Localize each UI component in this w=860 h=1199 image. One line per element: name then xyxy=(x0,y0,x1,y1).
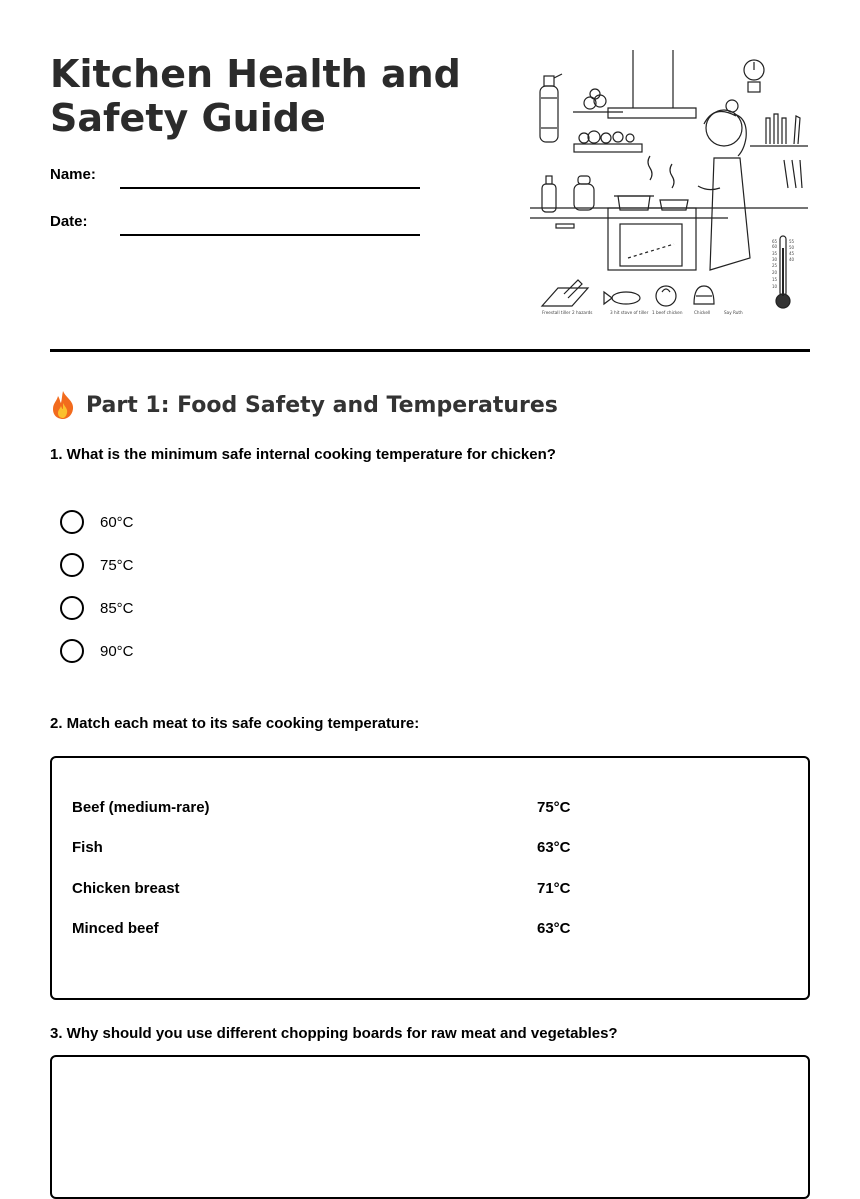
question-3: 3. Why should you use different chopping boards for raw meat and vegetables? xyxy=(50,1025,618,1042)
option-90[interactable] xyxy=(60,638,134,664)
radio-button[interactable] xyxy=(60,639,84,663)
name-label: Name: xyxy=(50,166,96,183)
thermo-tick: 35 xyxy=(772,251,778,256)
thermo-tick: 20 xyxy=(772,270,778,275)
option-label: 75°C xyxy=(100,556,134,574)
thermo-tick: 50 xyxy=(789,245,795,250)
meat-item[interactable]: Chicken breast xyxy=(72,880,180,897)
title-line-2: Safety Guide xyxy=(50,96,326,140)
illustration-caption: Freestall tiller xyxy=(542,310,571,315)
section-title xyxy=(50,388,558,422)
scale-icon xyxy=(744,60,764,92)
fire-extinguisher-icon xyxy=(540,74,562,142)
option-label: 60°C xyxy=(100,513,134,531)
temperature-item[interactable]: 75°C xyxy=(537,799,571,816)
date-label: Date: xyxy=(50,213,88,230)
radio-button[interactable] xyxy=(60,553,84,577)
thermo-tick: 45 xyxy=(789,251,795,256)
illustration-caption: Chickell xyxy=(694,310,711,315)
thermo-tick: 10 xyxy=(772,284,778,289)
temperature-item[interactable]: 71°C xyxy=(537,880,571,897)
illustration-caption: Say Ruth xyxy=(724,310,743,315)
meat-item[interactable]: Beef (medium-rare) xyxy=(72,799,210,816)
date-field[interactable] xyxy=(120,234,420,236)
cook-figure xyxy=(698,100,750,270)
section-divider xyxy=(50,349,810,352)
option-label: 90°C xyxy=(100,642,134,660)
option-75[interactable] xyxy=(60,552,134,578)
kitchen-illustration xyxy=(528,48,810,328)
question-1: 1. What is the minimum safe internal cooking temperature for chicken? xyxy=(50,446,556,463)
flame-icon xyxy=(50,390,76,420)
temperature-item[interactable]: 63°C xyxy=(537,839,571,856)
option-label: 85°C xyxy=(100,599,134,617)
thermo-tick: 65 xyxy=(772,239,778,244)
option-60[interactable] xyxy=(60,509,134,535)
illustration-caption: 2 hazards xyxy=(572,310,593,315)
thermo-tick: 25 xyxy=(772,263,778,268)
meat-item[interactable]: Minced beef xyxy=(72,920,159,937)
illustration-caption: 3 hit stove of tiller xyxy=(610,310,649,315)
option-85[interactable] xyxy=(60,595,134,621)
meat-item[interactable]: Fish xyxy=(72,839,103,856)
temperature-item[interactable]: 63°C xyxy=(537,920,571,937)
thermo-tick: 15 xyxy=(772,277,778,282)
answer-box[interactable] xyxy=(50,1055,810,1199)
illustration-caption: 1 beef chicken xyxy=(652,310,683,315)
thermo-tick: 40 xyxy=(789,257,795,262)
matching-box xyxy=(50,756,810,1000)
name-field[interactable] xyxy=(120,187,420,189)
thermometer-icon xyxy=(776,236,790,308)
question-2: 2. Match each meat to its safe cooking temperature: xyxy=(50,715,420,732)
page-title xyxy=(50,52,510,140)
thermo-tick: 30 xyxy=(772,257,778,262)
title-line-1: Kitchen Health and xyxy=(50,52,461,96)
radio-button[interactable] xyxy=(60,596,84,620)
thermo-tick: 60 xyxy=(772,244,778,249)
radio-button[interactable] xyxy=(60,510,84,534)
section-title-text: Part 1: Food Safety and Temperatures xyxy=(86,392,558,418)
thermo-tick: 55 xyxy=(789,239,795,244)
